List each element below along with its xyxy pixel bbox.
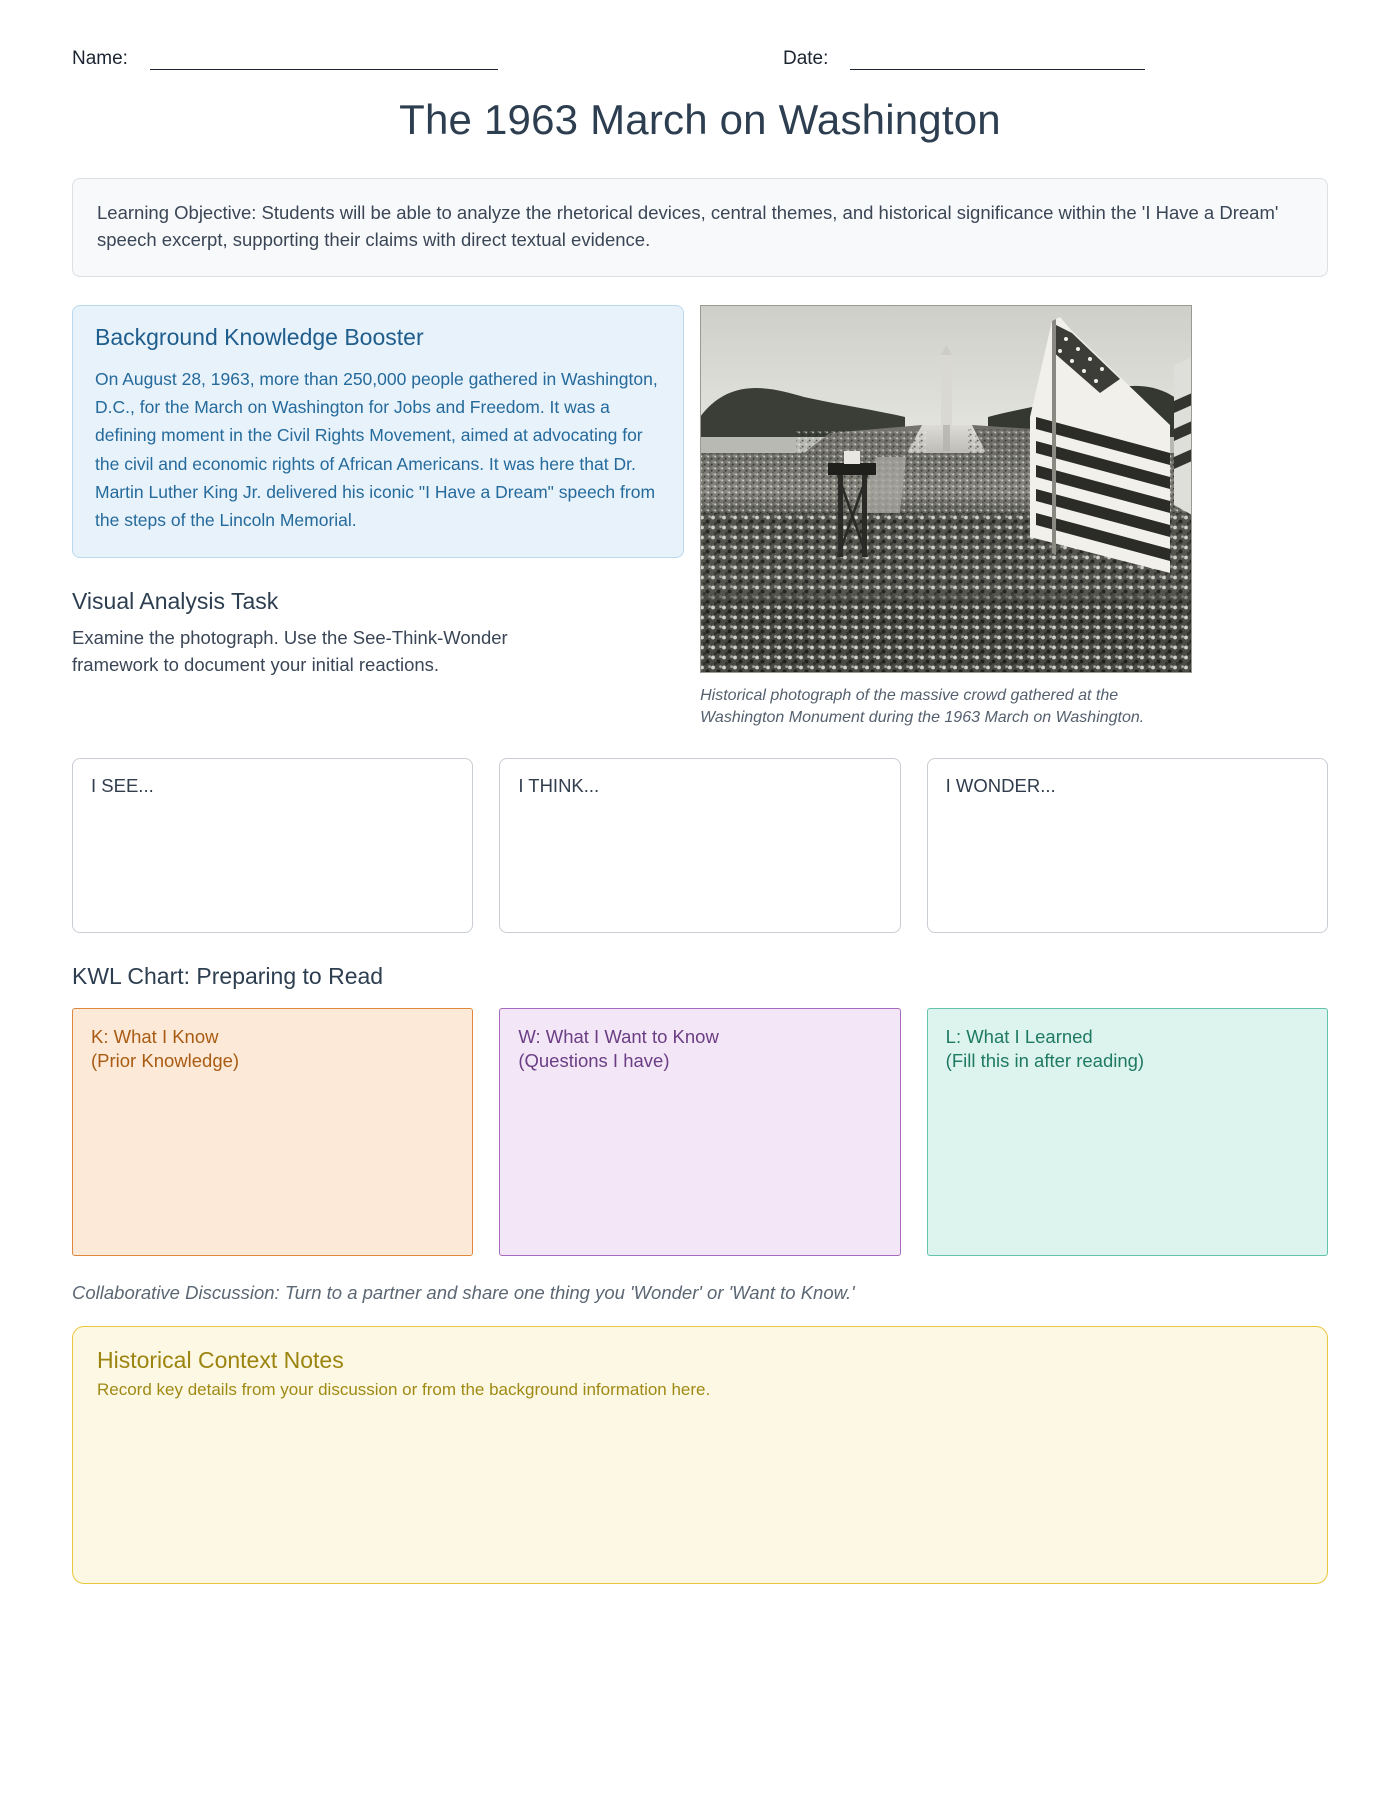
kwl-heading: KWL Chart: Preparing to Read	[72, 962, 384, 989]
march-on-washington-photograph	[700, 305, 1192, 673]
photo-caption: Historical photograph of the massive crowd gathered at the Washington Monument during the 1963 March on Washington.	[700, 686, 1145, 727]
kwl-know-line2: (Prior Knowledge)	[91, 1049, 240, 1071]
date-label: Date:	[782, 48, 829, 69]
background-knowledge-box	[72, 305, 684, 558]
kwl-want-box[interactable]	[499, 1008, 900, 1256]
notes-heading: Historical Context Notes	[97, 1346, 344, 1373]
name-input-line[interactable]	[150, 51, 498, 70]
i-wonder-box[interactable]: I WONDER...	[927, 758, 1328, 933]
collaborative-discussion-note: Collaborative Discussion: Turn to a partner and share one thing you 'Wonder' or 'Want to Know.'	[72, 1281, 855, 1303]
content-columns	[72, 305, 1328, 730]
right-column	[700, 305, 1328, 730]
background-heading: Background Knowledge Booster	[95, 323, 424, 350]
i-think-box[interactable]: I THINK...	[499, 758, 900, 933]
photo-figure	[700, 305, 1192, 730]
kwl-want-line2: (Questions I have)	[518, 1049, 670, 1071]
see-think-wonder-row	[72, 758, 1328, 933]
background-body: On August 28, 1963, more than 250,000 people gathered in Washington, D.C., for the March on Washington for Jobs and Freedom. It was a defining moment in the Civil Rights Movement, aimed at advocating for the civil and economic rights of African Americans. It was here that Dr. Martin Luther King Jr. delivered his iconic "I Have a Dream" speech from the steps of the Lincoln Memorial.	[95, 368, 658, 531]
name-label: Name:	[72, 48, 128, 69]
kwl-know-line1: K: What I Know	[91, 1025, 219, 1047]
page-title: The 1963 March on Washington	[399, 96, 1001, 143]
date-field-group	[783, 48, 1145, 70]
historical-context-notes-box[interactable]	[72, 1326, 1328, 1584]
i-see-box[interactable]: I SEE...	[72, 758, 473, 933]
kwl-know-box[interactable]	[72, 1008, 473, 1256]
kwl-want-line1: W: What I Want to Know	[518, 1025, 719, 1047]
left-column	[72, 305, 684, 679]
visual-task-heading: Visual Analysis Task	[72, 587, 279, 614]
kwl-learned-line2: (Fill this in after reading)	[945, 1049, 1145, 1071]
learning-objective-box: Learning Objective: Students will be able to analyze the rhetorical devices, central themes, and historical significance within the 'I Have a Dream' speech excerpt, supporting their claims with direct textual evidence.	[72, 178, 1328, 277]
kwl-learned-line1: L: What I Learned	[945, 1025, 1093, 1047]
visual-task-instructions: Examine the photograph. Use the See-Think-Wonder framework to document your initial reactions.	[72, 626, 508, 675]
kwl-row	[72, 1008, 1328, 1256]
notes-subtext: Record key details from your discussion or from the background information here.	[97, 1379, 711, 1399]
kwl-learned-box[interactable]	[927, 1008, 1328, 1256]
date-input-line[interactable]	[850, 51, 1145, 70]
name-date-row	[72, 48, 1328, 70]
name-field-group	[72, 48, 498, 70]
